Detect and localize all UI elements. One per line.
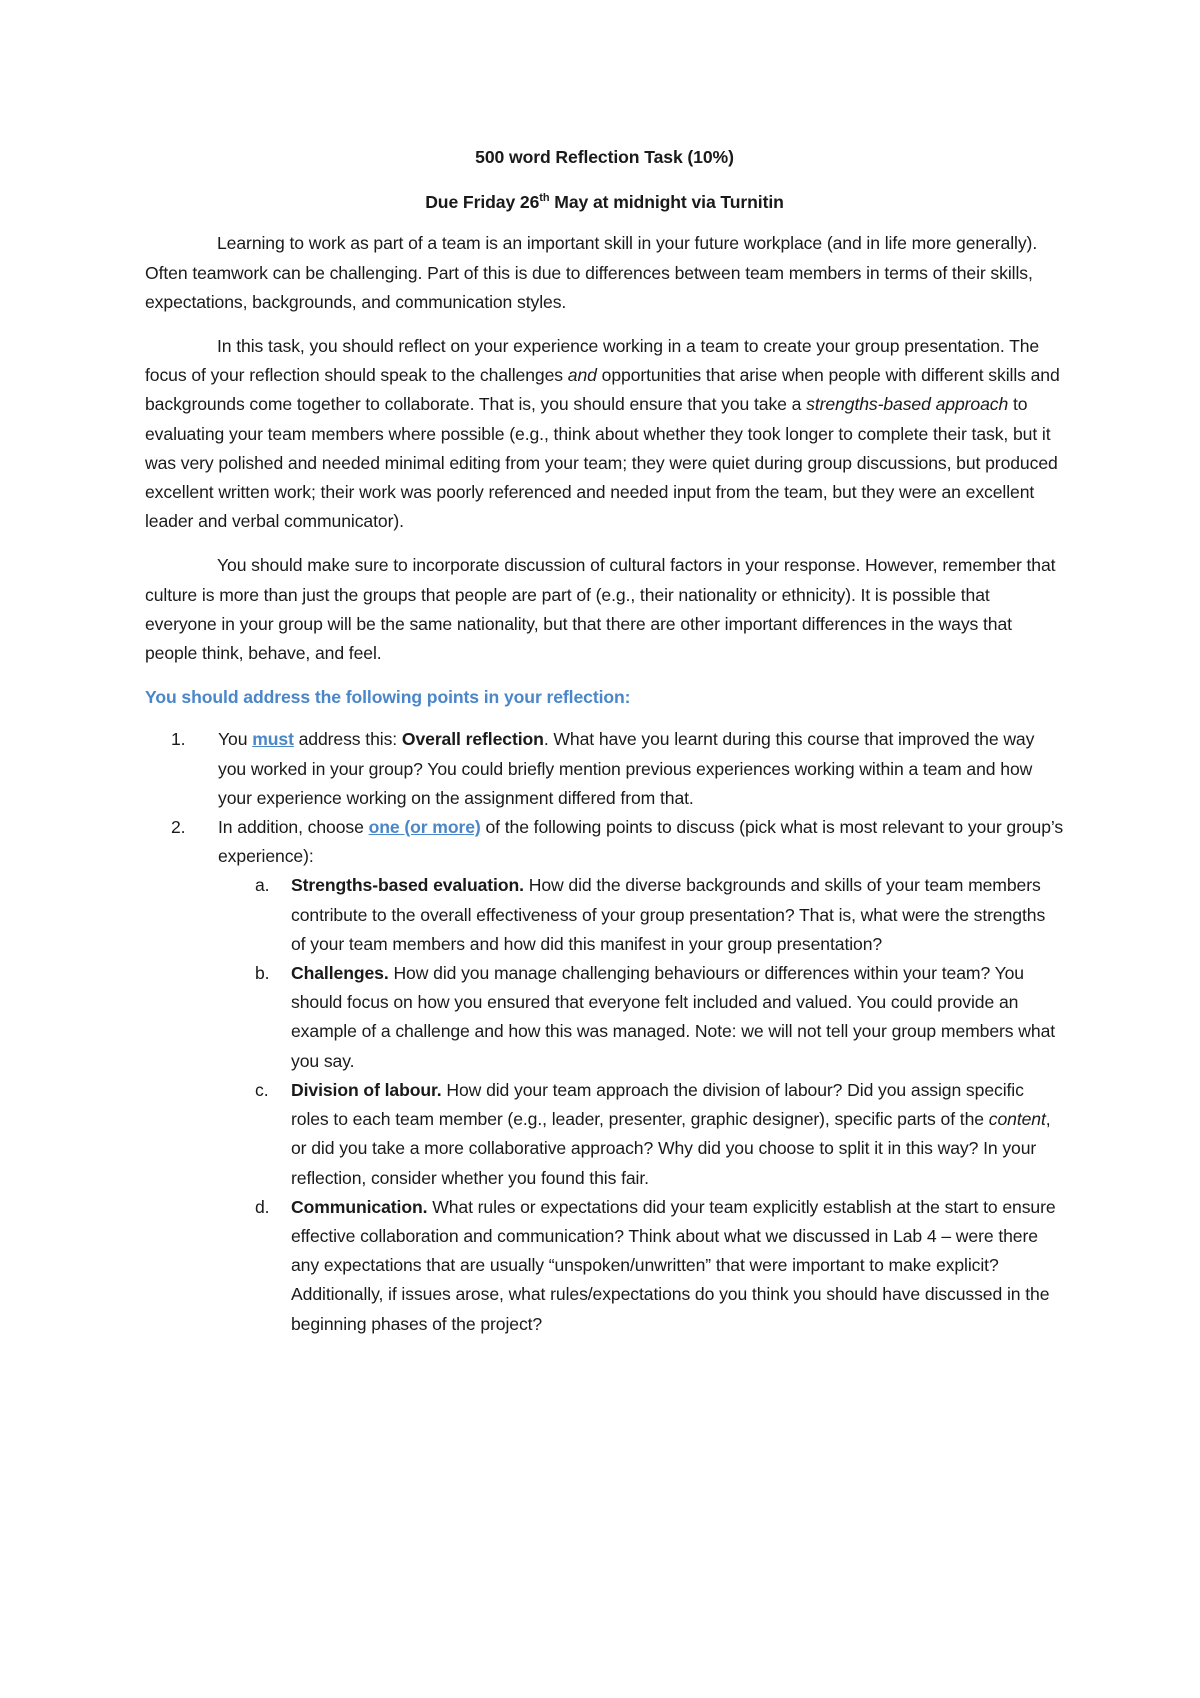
task-emphasis-and: and — [567, 365, 597, 386]
sub-list-item — [145, 1076, 1064, 1193]
list-number: 2. — [171, 817, 186, 838]
sub-item-italic: content — [988, 1109, 1046, 1130]
sub-item-bold-label: Communication. — [291, 1196, 428, 1217]
task-paragraph — [145, 332, 1064, 536]
document-title: 500 word Reflection Task (10%) — [475, 147, 734, 167]
list-item — [145, 725, 1064, 813]
sub-list-item — [145, 959, 1064, 1076]
item-bold-label: Overall reflection — [401, 729, 544, 750]
due-date-text: Due Friday 26 — [425, 192, 540, 213]
sub-list-letter: c. — [255, 1079, 269, 1100]
culture-paragraph: You should make sure to incorporate discussion of cultural factors in your response. However, remember that culture is more than just the groups that people are part of (e.g., their nationality or ethnicity). It is possible that everyone in your group will be the same nationality, but that there are other important differences in the ways that people think, behave, and feel. — [145, 555, 1056, 664]
list-number: 1. — [171, 729, 186, 750]
item-text: of the following points to discuss (pick what is most relevant to your group’s experience): — [218, 817, 1064, 867]
sub-item-bold-label: Division of labour. — [291, 1079, 442, 1100]
points-heading: You should address the following points in your reflection: — [145, 687, 631, 708]
points-list — [145, 725, 1064, 1338]
sub-list-item — [145, 1193, 1064, 1339]
item-text: You — [218, 729, 253, 750]
task-text-2: opportunities that arise when people with different skills and backgrounds come together to collaborate. That is, you should ensure that you take a — [145, 365, 1060, 415]
sub-item-text: How did your team approach the division of labour? Did you assign specific roles to each team member (e.g., leader, presenter, graphic designer), specific parts of the — [291, 1079, 1024, 1130]
sub-item-bold-label: Strengths-based evaluation. — [291, 875, 524, 896]
must-link[interactable]: must — [252, 729, 294, 750]
sub-item-bold-label: Challenges. — [291, 963, 389, 984]
due-date-ordinal: th — [539, 192, 550, 205]
sub-item-text: What rules or expectations did your team explicitly establish at the start to ensure effective collaboration and communication? Think about what we discussed in Lab 4 – were there any expectations that are usually “unspoken/unwritten” that were important to make explicit? Additionally, if issues arose, what rules/expectations do you think you should have discussed in the beginning phases of the project? — [291, 1196, 1056, 1334]
sub-list-letter: d. — [255, 1196, 270, 1217]
due-date-submission: May at midnight via Turnitin — [549, 192, 784, 213]
sub-list-item — [145, 871, 1064, 959]
sub-item-text: , or did you take a more collaborative approach? Why did you choose to split it in this way? In your reflection, consider whether you found this fair. — [291, 1109, 1051, 1188]
task-text-3: to evaluating your team members where possible (e.g., think about whether they took longer to complete their task, but it was very polished and needed minimal editing from your team; they were quiet during group discussions, but produced excellent written work; their work was poorly referenced and needed input from the team, but they were an excellent leader and verbal communicator). — [145, 394, 1058, 532]
intro-paragraph: Learning to work as part of a team is an important skill in your future workplace (and in life more generally). Often teamwork can be challenging. Part of this is due to differences between team members in terms of their skills, expectations, backgrounds, and communication styles. — [145, 233, 1038, 312]
item-text: In addition, choose — [218, 817, 369, 838]
item-text: . What have you learnt during this course that improved the way you worked in your group? You could briefly mention previous experiences working within a team and how your experience working on the assignment differed from that. — [218, 729, 1035, 808]
task-text-1: In this task, you should reflect on your experience working in a team to create your group presentation. The focus of your reflection should speak to the challenges — [145, 336, 1040, 386]
item-text: address this: — [293, 729, 402, 750]
sub-list-letter: b. — [255, 963, 270, 984]
sub-item-text: How did you manage challenging behaviours or differences within your team? You should focus on how you ensured that everyone felt included and valued. You could provide an example of a challenge and how this was managed. Note: we will not tell your group members what you say. — [291, 963, 1056, 1071]
sub-list-letter: a. — [255, 875, 270, 896]
sub-points-list — [218, 871, 1064, 1338]
task-emphasis-strengths: strengths-based approach — [806, 394, 1009, 415]
one-or-more-link[interactable]: one (or more) — [368, 817, 481, 838]
list-item — [145, 813, 1064, 1339]
sub-item-text: How did the diverse backgrounds and skills of your team members contribute to the overall effectiveness of your group presentation? That is, what were the strengths of your team members and how did this manifest in your group presentation? — [291, 875, 1046, 954]
due-date-line — [145, 188, 1064, 217]
